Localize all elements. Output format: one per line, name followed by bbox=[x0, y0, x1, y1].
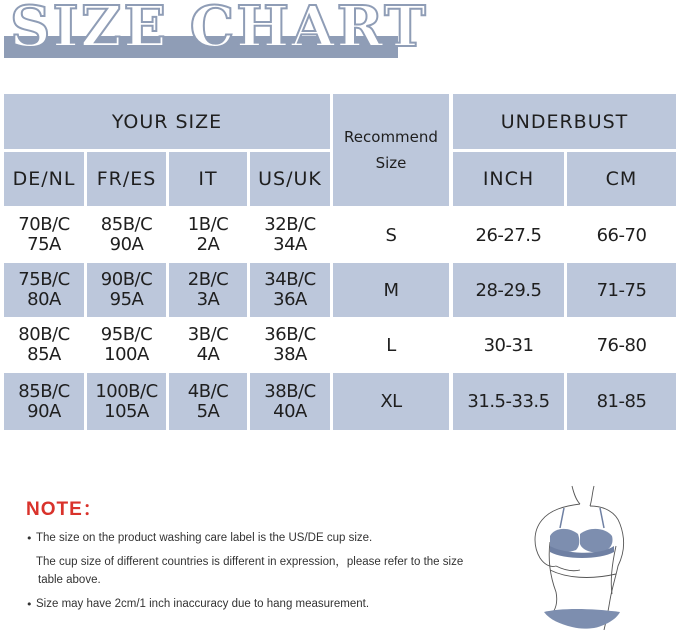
cup-alternate: 38A bbox=[273, 344, 307, 365]
cup-alternate: 90A bbox=[27, 400, 61, 422]
cup-alternate: 105A bbox=[104, 400, 149, 422]
cell-it bbox=[169, 373, 247, 430]
cup-primary: 85B/C bbox=[18, 380, 70, 402]
cup-primary: 2B/C bbox=[187, 269, 229, 290]
note-line-4: Size may have 2cm/1 inch inaccuracy due to hang measurement. bbox=[36, 598, 370, 610]
note-line-1: The size on the product washing care label is the US/DE cup size. bbox=[36, 532, 373, 544]
column-header-it: IT bbox=[169, 152, 247, 206]
cup-primary: 38B/C bbox=[264, 380, 316, 402]
cup-primary: 1B/C bbox=[187, 214, 229, 235]
cup-primary: 34B/C bbox=[264, 269, 316, 290]
cup-alternate: 90A bbox=[109, 234, 144, 255]
cup-alternate: 3A bbox=[196, 289, 220, 310]
cup-alternate: 36A bbox=[273, 289, 307, 310]
cell-cm: 76-80 bbox=[596, 334, 647, 356]
column-header-us-uk: US/UK bbox=[250, 152, 330, 206]
cup-alternate: 95A bbox=[109, 289, 144, 310]
cell-us-uk bbox=[250, 210, 330, 260]
column-header-cm: CM bbox=[567, 152, 676, 206]
cell-cm: 71-75 bbox=[567, 263, 676, 317]
cell-fr-es bbox=[87, 320, 166, 370]
cell-de-nl bbox=[4, 210, 84, 260]
cell-us-uk bbox=[250, 373, 330, 430]
cell-recommend-size: M bbox=[333, 263, 449, 317]
cup-primary: 95B/C bbox=[100, 324, 153, 345]
cup-primary: 32B/C bbox=[264, 214, 316, 235]
title-text: SIZE CHART bbox=[10, 0, 428, 60]
recommend-header-line2: Size bbox=[375, 154, 407, 172]
cup-alternate: 34A bbox=[273, 234, 307, 255]
cell-recommend-size: XL bbox=[333, 373, 449, 430]
underbust-header: UNDERBUST bbox=[453, 94, 676, 149]
cell-inch: 28-29.5 bbox=[453, 263, 564, 317]
cup-alternate: 100A bbox=[104, 344, 149, 365]
cup-alternate: 4A bbox=[196, 344, 220, 365]
recommend-size-header bbox=[333, 94, 449, 206]
cup-alternate: 85A bbox=[27, 344, 61, 365]
cell-recommend-size: L bbox=[386, 334, 396, 356]
cell-recommend-size: S bbox=[385, 224, 397, 246]
column-header-fr-es: FR/ES bbox=[87, 152, 166, 206]
cell-cm: 81-85 bbox=[567, 373, 676, 430]
note-line-3: table above. bbox=[38, 574, 101, 586]
cup-alternate: 75A bbox=[27, 234, 61, 255]
cell-inch: 30-31 bbox=[483, 334, 534, 356]
cell-inch: 31.5-33.5 bbox=[453, 373, 564, 430]
cup-alternate: 5A bbox=[196, 400, 220, 422]
cell-us-uk bbox=[250, 320, 330, 370]
cell-it bbox=[169, 210, 247, 260]
cup-alternate: 40A bbox=[273, 400, 307, 422]
cup-primary: 90B/C bbox=[100, 269, 153, 290]
cell-us-uk bbox=[250, 263, 330, 317]
your-size-header: YOUR SIZE bbox=[4, 94, 330, 149]
cell-it bbox=[169, 320, 247, 370]
cup-primary: 3B/C bbox=[187, 324, 229, 345]
cup-alternate: 2A bbox=[196, 234, 220, 255]
cell-cm: 66-70 bbox=[596, 224, 647, 246]
cell-it bbox=[169, 263, 247, 317]
bullet-icon: • bbox=[26, 532, 33, 545]
cell-de-nl bbox=[4, 373, 84, 430]
cell-fr-es bbox=[87, 263, 166, 317]
cup-primary: 100B/C bbox=[95, 380, 158, 402]
cup-primary: 75B/C bbox=[18, 269, 70, 290]
cell-de-nl bbox=[4, 263, 84, 317]
cup-primary: 80B/C bbox=[18, 324, 70, 345]
column-header-inch: INCH bbox=[453, 152, 564, 206]
cell-de-nl bbox=[4, 320, 84, 370]
cup-primary: 85B/C bbox=[100, 214, 153, 235]
cup-primary: 36B/C bbox=[264, 324, 316, 345]
recommend-header-line1: Recommend bbox=[344, 128, 438, 146]
size-chart-title bbox=[0, 0, 428, 62]
column-header-de-nl: DE/NL bbox=[4, 152, 84, 206]
cup-primary: 4B/C bbox=[187, 380, 229, 402]
cup-alternate: 80A bbox=[27, 289, 61, 310]
cell-fr-es bbox=[87, 373, 166, 430]
cup-primary: 70B/C bbox=[18, 214, 70, 235]
note-title: NOTE： bbox=[26, 499, 103, 520]
bullet-icon: • bbox=[26, 598, 33, 611]
note-line-2: The cup size of different countries is different in expression，please refer to the size bbox=[36, 556, 464, 568]
cell-inch: 26-27.5 bbox=[475, 224, 542, 246]
cell-fr-es bbox=[87, 210, 166, 260]
bra-measurement-illustration-icon bbox=[520, 484, 648, 630]
